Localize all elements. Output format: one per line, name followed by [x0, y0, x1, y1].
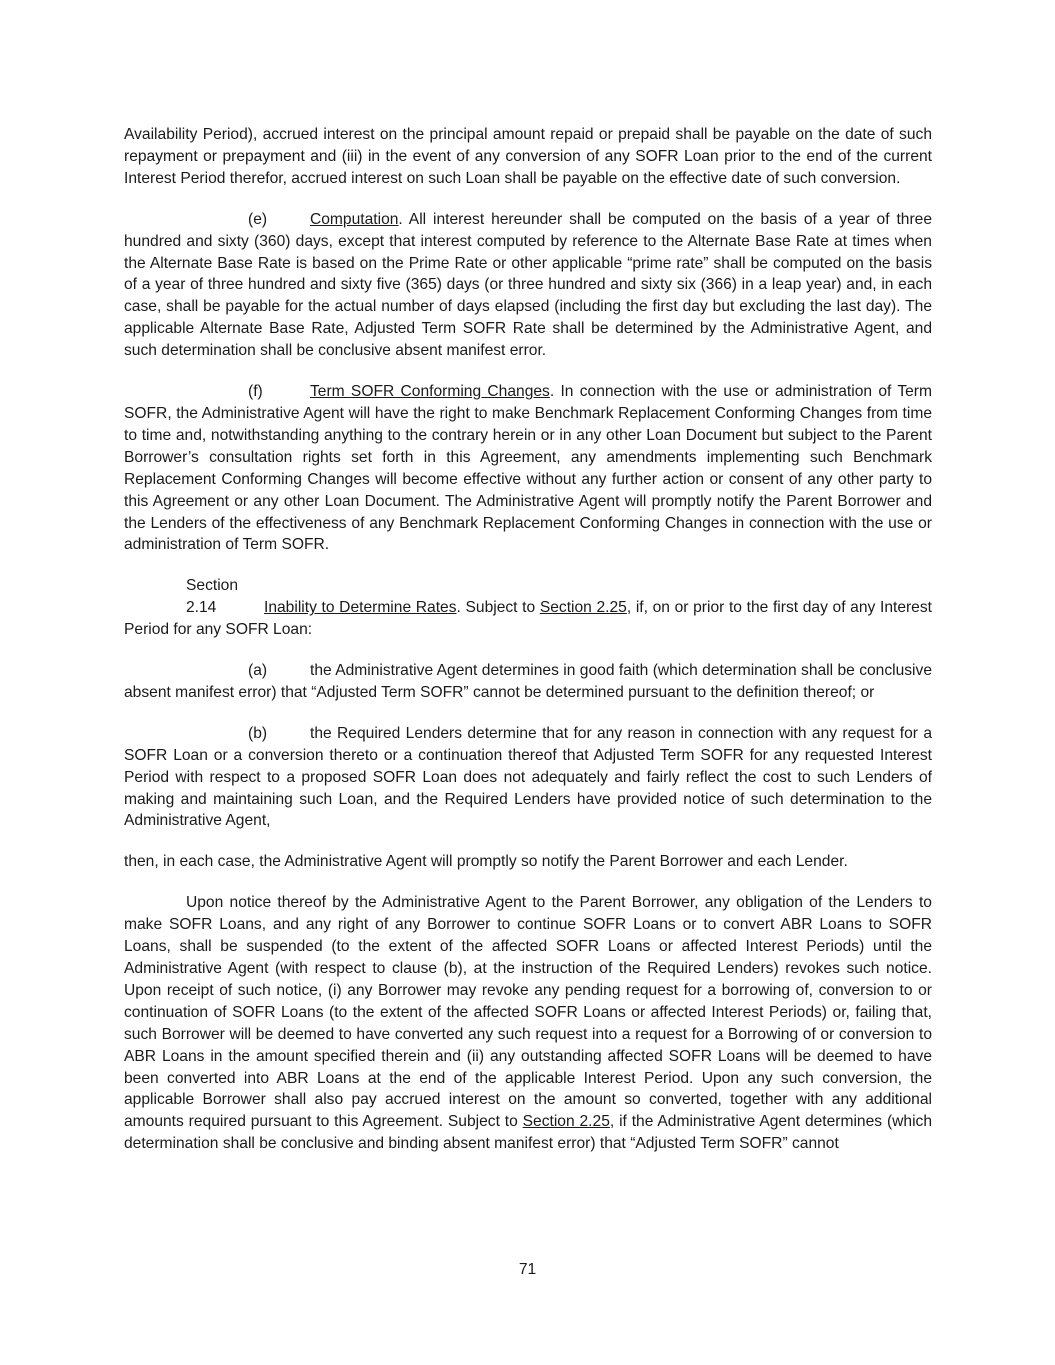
paragraph-computation [124, 209, 932, 362]
paragraph-clause-b [124, 723, 932, 833]
paragraph-text: . In connection with the use or administration of Term SOFR, the Administrative Agent will have the right to make Benchmark Replacement Conforming Changes from time to time and, notwithstanding anything to the contrary herein or in any other Loan Document but subject to the Parent Borrower’s consultation rights set forth in this Agreement, any amendments implementing such Benchmark Replacement Conforming Changes will become effective without any further action or consent of any other party to this Agreement or any other Loan Document. The Administrative Agent will promptly notify the Parent Borrower and the Lenders of the effectiveness of any Benchmark Replacement Conforming Changes in connection with the use or administration of Term SOFR. [124, 383, 932, 554]
paragraph-text: the Required Lenders determine that for any reason in connection with any request for a SOFR Loan or a conversion thereto or a continuation thereof that Adjusted Term SOFR for any requested Interest Period with respect to a proposed SOFR Loan does not adequately and fairly reflect the cost to such Lenders of making and maintaining such Loan, and the Required Lenders have provided notice of such determination to the Administrative Agent, [124, 724, 932, 830]
paragraph-notification [124, 851, 932, 873]
section-heading: Inability to Determine Rates [264, 599, 457, 617]
section-cross-reference: Section 2.25 [539, 599, 627, 617]
paragraph-interest-payment-continued [124, 124, 932, 190]
clause-number: (f) [248, 383, 263, 401]
paragraph-upon-notice [124, 892, 932, 1155]
document-page [124, 124, 932, 1174]
paragraph-text: , if the Administrative Agent determines (which determination shall be conclusive and binding absent manifest error) that “Adjusted Term SOFR” cannot [124, 1113, 932, 1153]
paragraph-text: Availability Period), accrued interest on the principal amount repaid or prepaid shall be payable on the date of such repayment or prepayment and (iii) in the event of any conversion of any SOFR Loan prior to the end of the current Interest Period therefor, accrued interest on such Loan shall be payable on the effective date of such conversion. [124, 126, 932, 187]
clause-heading: Term SOFR Conforming Changes [310, 383, 550, 401]
paragraph-text: . Subject to [456, 599, 540, 617]
clause-heading: Computation [310, 210, 399, 228]
page-number: 71 [518, 1261, 537, 1278]
paragraph-clause-a [124, 660, 932, 704]
section-number: Section 2.14 [186, 577, 239, 617]
paragraph-text: , if, on or prior to the first day of any Interest Period for any SOFR Loan: [124, 599, 932, 639]
paragraph-text: the Administrative Agent determines in good faith (which determination shall be conclusive absent manifest error) that “Adjusted Term SOFR” cannot be determined pursuant to the definition thereof; or [124, 662, 932, 701]
clause-number: (e) [248, 210, 268, 228]
clause-number: (a) [248, 662, 268, 680]
paragraph-text: . All interest hereunder shall be computed on the basis of a year of three hundred and sixty (360) days, except that interest computed by reference to the Alternate Base Rate at times when the Alternate Base Rate is based on the Prime Rate or other applicable “prime rate” shall be computed on the basis of a year of three hundred and sixty five (365) days (or three hundred and sixty six (366) in a leap year) and, in each case, shall be payable for the actual number of days elapsed (including the first day but excluding the last day). The applicable Alternate Base Rate, Adjusted Term SOFR Rate shall be determined by the Administrative Agent, and such determination shall be conclusive absent manifest error. [124, 210, 932, 360]
paragraph-term-sofr-conforming-changes [124, 381, 932, 556]
section-cross-reference: Section 2.25 [522, 1113, 610, 1131]
paragraph-text: then, in each case, the Administrative Agent will promptly so notify the Parent Borrower and each Lender. [124, 853, 848, 871]
section-2-14-heading-paragraph [124, 575, 932, 641]
paragraph-text: Upon notice thereof by the Administrative Agent to the Parent Borrower, any obligation of the Lenders to make SOFR Loans, and any right of any Borrower to continue SOFR Loans or to convert ABR Loans to SOFR Loans, shall be suspended (to the extent of the affected SOFR Loans or affected Interest Periods) until the Administrative Agent (with respect to clause (b), at the instruction of the Required Lenders) revokes such notice. Upon receipt of such notice, (i) any Borrower may revoke any pending request for a borrowing of, conversion to or continuation of SOFR Loans (to the extent of the affected SOFR Loans or affected Interest Periods) or, failing that, such Borrower will be deemed to have converted any such request into a request for a Borrowing of or conversion to ABR Loans in the amount specified therein and (ii) any outstanding affected SOFR Loans will be deemed to have been converted into ABR Loans at the end of the applicable Interest Period. Upon any such conversion, the applicable Borrower shall also pay accrued interest on the amount so converted, together with any additional amounts required pursuant to this Agreement. Subject to [124, 894, 932, 1131]
clause-number: (b) [248, 724, 268, 742]
